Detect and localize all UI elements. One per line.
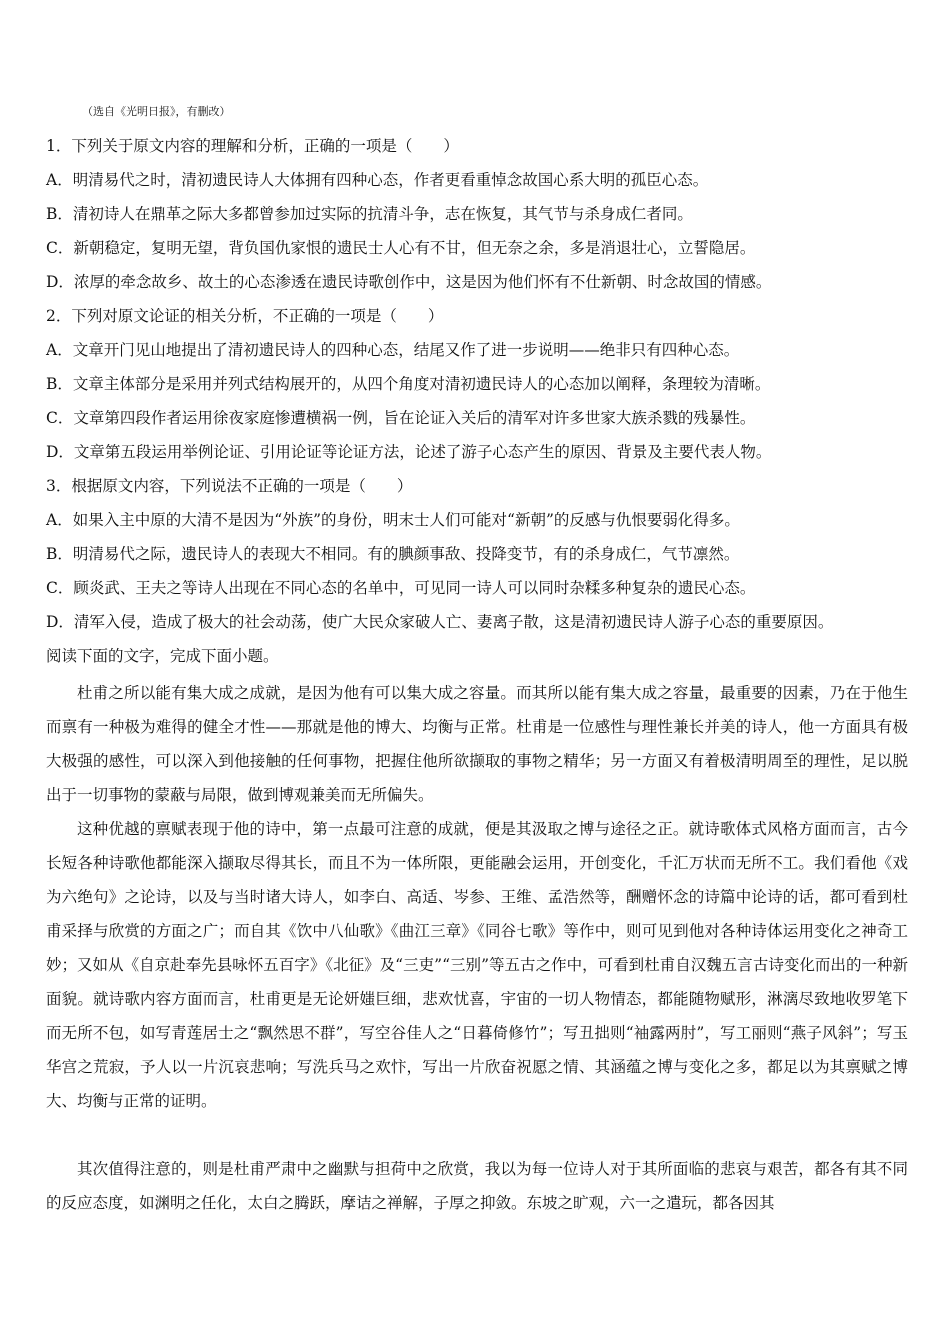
question-3-option-a: A．如果入主中原的大清不是因为“外族”的身份，明末士人们可能对“新朝”的反感与仇恨要弱化得多。: [46, 511, 740, 529]
source-note: （选自《光明日报》，有删改）: [82, 105, 231, 118]
question-3-stem: 3．根据原文内容，下列说法不正确的一项是（ ）: [46, 477, 413, 495]
question-1-option-a: A．明清易代之时，清初遗民诗人大体拥有四种心态，作者更看重悼念故国心系大明的孤臣心态。: [46, 171, 709, 189]
question-1-stem: 1．下列关于原文内容的理解和分析，正确的一项是（ ）: [46, 137, 459, 155]
passage-paragraph-2: 这种优越的禀赋表现于他的诗中，第一点最可注意的成就，便是其汲取之博与途径之正。就诗歌体式风格方面而言，古今长短各种诗歌他都能深入撷取尽得其长，而且不为一体所限，更能融会运用，开创变化，千汇万状而无所不工。我们看他《戏为六绝句》之论诗，以及与当时诸大诗人，如李白、高适、岑参、王维、孟浩然等，酬赠怀念的诗篇中论诗的话，都可看到杜甫采择与欣赏的方面之广；而自其《饮中八仙歌》《曲江三章》《同谷七歌》等作中，则可见到他对各种诗体运用变化之神奇工妙；又如从《自京赴奉先县咏怀五百字》《北征》及“三吏”“三别”等五古之作中，可看到杜甫自汉魏五言古诗变化而出的一种新面貌。就诗歌内容方面而言，杜甫更是无论妍媸巨细，悲欢忧喜，宇宙的一切人物情态，都能随物赋形，淋漓尽致地收罗笔下而无所不包，如写青莲居士之“飘然思不群”，写空谷佳人之“日暮倚修竹”；写丑拙则“袖露两肘”，写工丽则“燕子风斜”；写玉华宫之荒寂，予人以一片沉哀悲响；写洗兵马之欢忭，写出一片欣奋祝愿之情、其涵蕴之博与变化之多，都足以为其禀赋之博大、均衡与正常的证明。: [46, 820, 908, 1110]
reading-instruction: 阅读下面的文字，完成下面小题。: [46, 647, 279, 665]
passage-paragraph-1: 杜甫之所以能有集大成之成就，是因为他有可以集大成之容量。而其所以能有集大成之容量，最重要的因素，乃在于他生而禀有一种极为难得的健全才性——那就是他的博大、均衡与正常。杜甫是一位感性与理性兼长并美的诗人，他一方面具有极大极强的感性，可以深入到他接触的任何事物，把握住他所欲撷取的事物之精华；另一方面又有着极清明周至的理性，足以脱出于一切事物的蒙蔽与局限，做到博观兼美而无所偏失。: [46, 684, 908, 804]
question-3-option-c: C．顾炎武、王夫之等诗人出现在不同心态的名单中，可见同一诗人可以同时杂糅多种复杂的遗民心态。: [46, 579, 756, 597]
question-2-stem: 2．下列对原文论证的相关分析，不正确的一项是（ ）: [46, 307, 444, 325]
question-1-option-b: B．清初诗人在鼎革之际大多都曾参加过实际的抗清斗争，志在恢复，其气节与杀身成仁者同。: [46, 205, 693, 223]
question-2-option-c: C．文章第四段作者运用徐夜家庭惨遭横祸一例，旨在论证入关后的清军对许多世家大族杀戮的残暴性。: [46, 409, 756, 427]
question-1-option-c: C．新朝稳定，复明无望，背负国仇家恨的遗民士人心有不甘，但无奈之余，多是消退壮心，立誓隐居。: [46, 239, 756, 257]
question-3-option-d: D．清军入侵，造成了极大的社会动荡，使广大民众家破人亡、妻离子散，这是清初遗民诗人游子心态的重要原因。: [46, 613, 834, 631]
question-2-option-b: B．文章主体部分是采用并列式结构展开的，从四个角度对清初遗民诗人的心态加以阐释，条理较为清晰。: [46, 375, 771, 393]
question-2-option-d: D．文章第五段运用举例论证、引用论证等论证方法，论述了游子心态产生的原因、背景及主要代表人物。: [46, 443, 772, 461]
question-1-option-d: D．浓厚的牵念故乡、故土的心态渗透在遗民诗歌创作中，这是因为他们怀有不仕新朝、时念故国的情感。: [46, 273, 772, 291]
passage-paragraph-3: 其次值得注意的，则是杜甫严肃中之幽默与担荷中之欣赏，我以为每一位诗人对于其所面临的悲哀与艰苦，都各有其不同的反应态度，如渊明之任化，太白之腾跃，摩诘之禅解，子厚之抑敛。东坡之旷观，六一之遣玩，都各因其: [46, 1160, 908, 1212]
question-2-option-a: A．文章开门见山地提出了清初遗民诗人的四种心态，结尾又作了进一步说明——绝非只有四种心态。: [46, 341, 740, 359]
question-3-option-b: B．明清易代之际，遗民诗人的表现大不相同。有的腆颜事敌、投降变节，有的杀身成仁，气节凛然。: [46, 545, 740, 563]
